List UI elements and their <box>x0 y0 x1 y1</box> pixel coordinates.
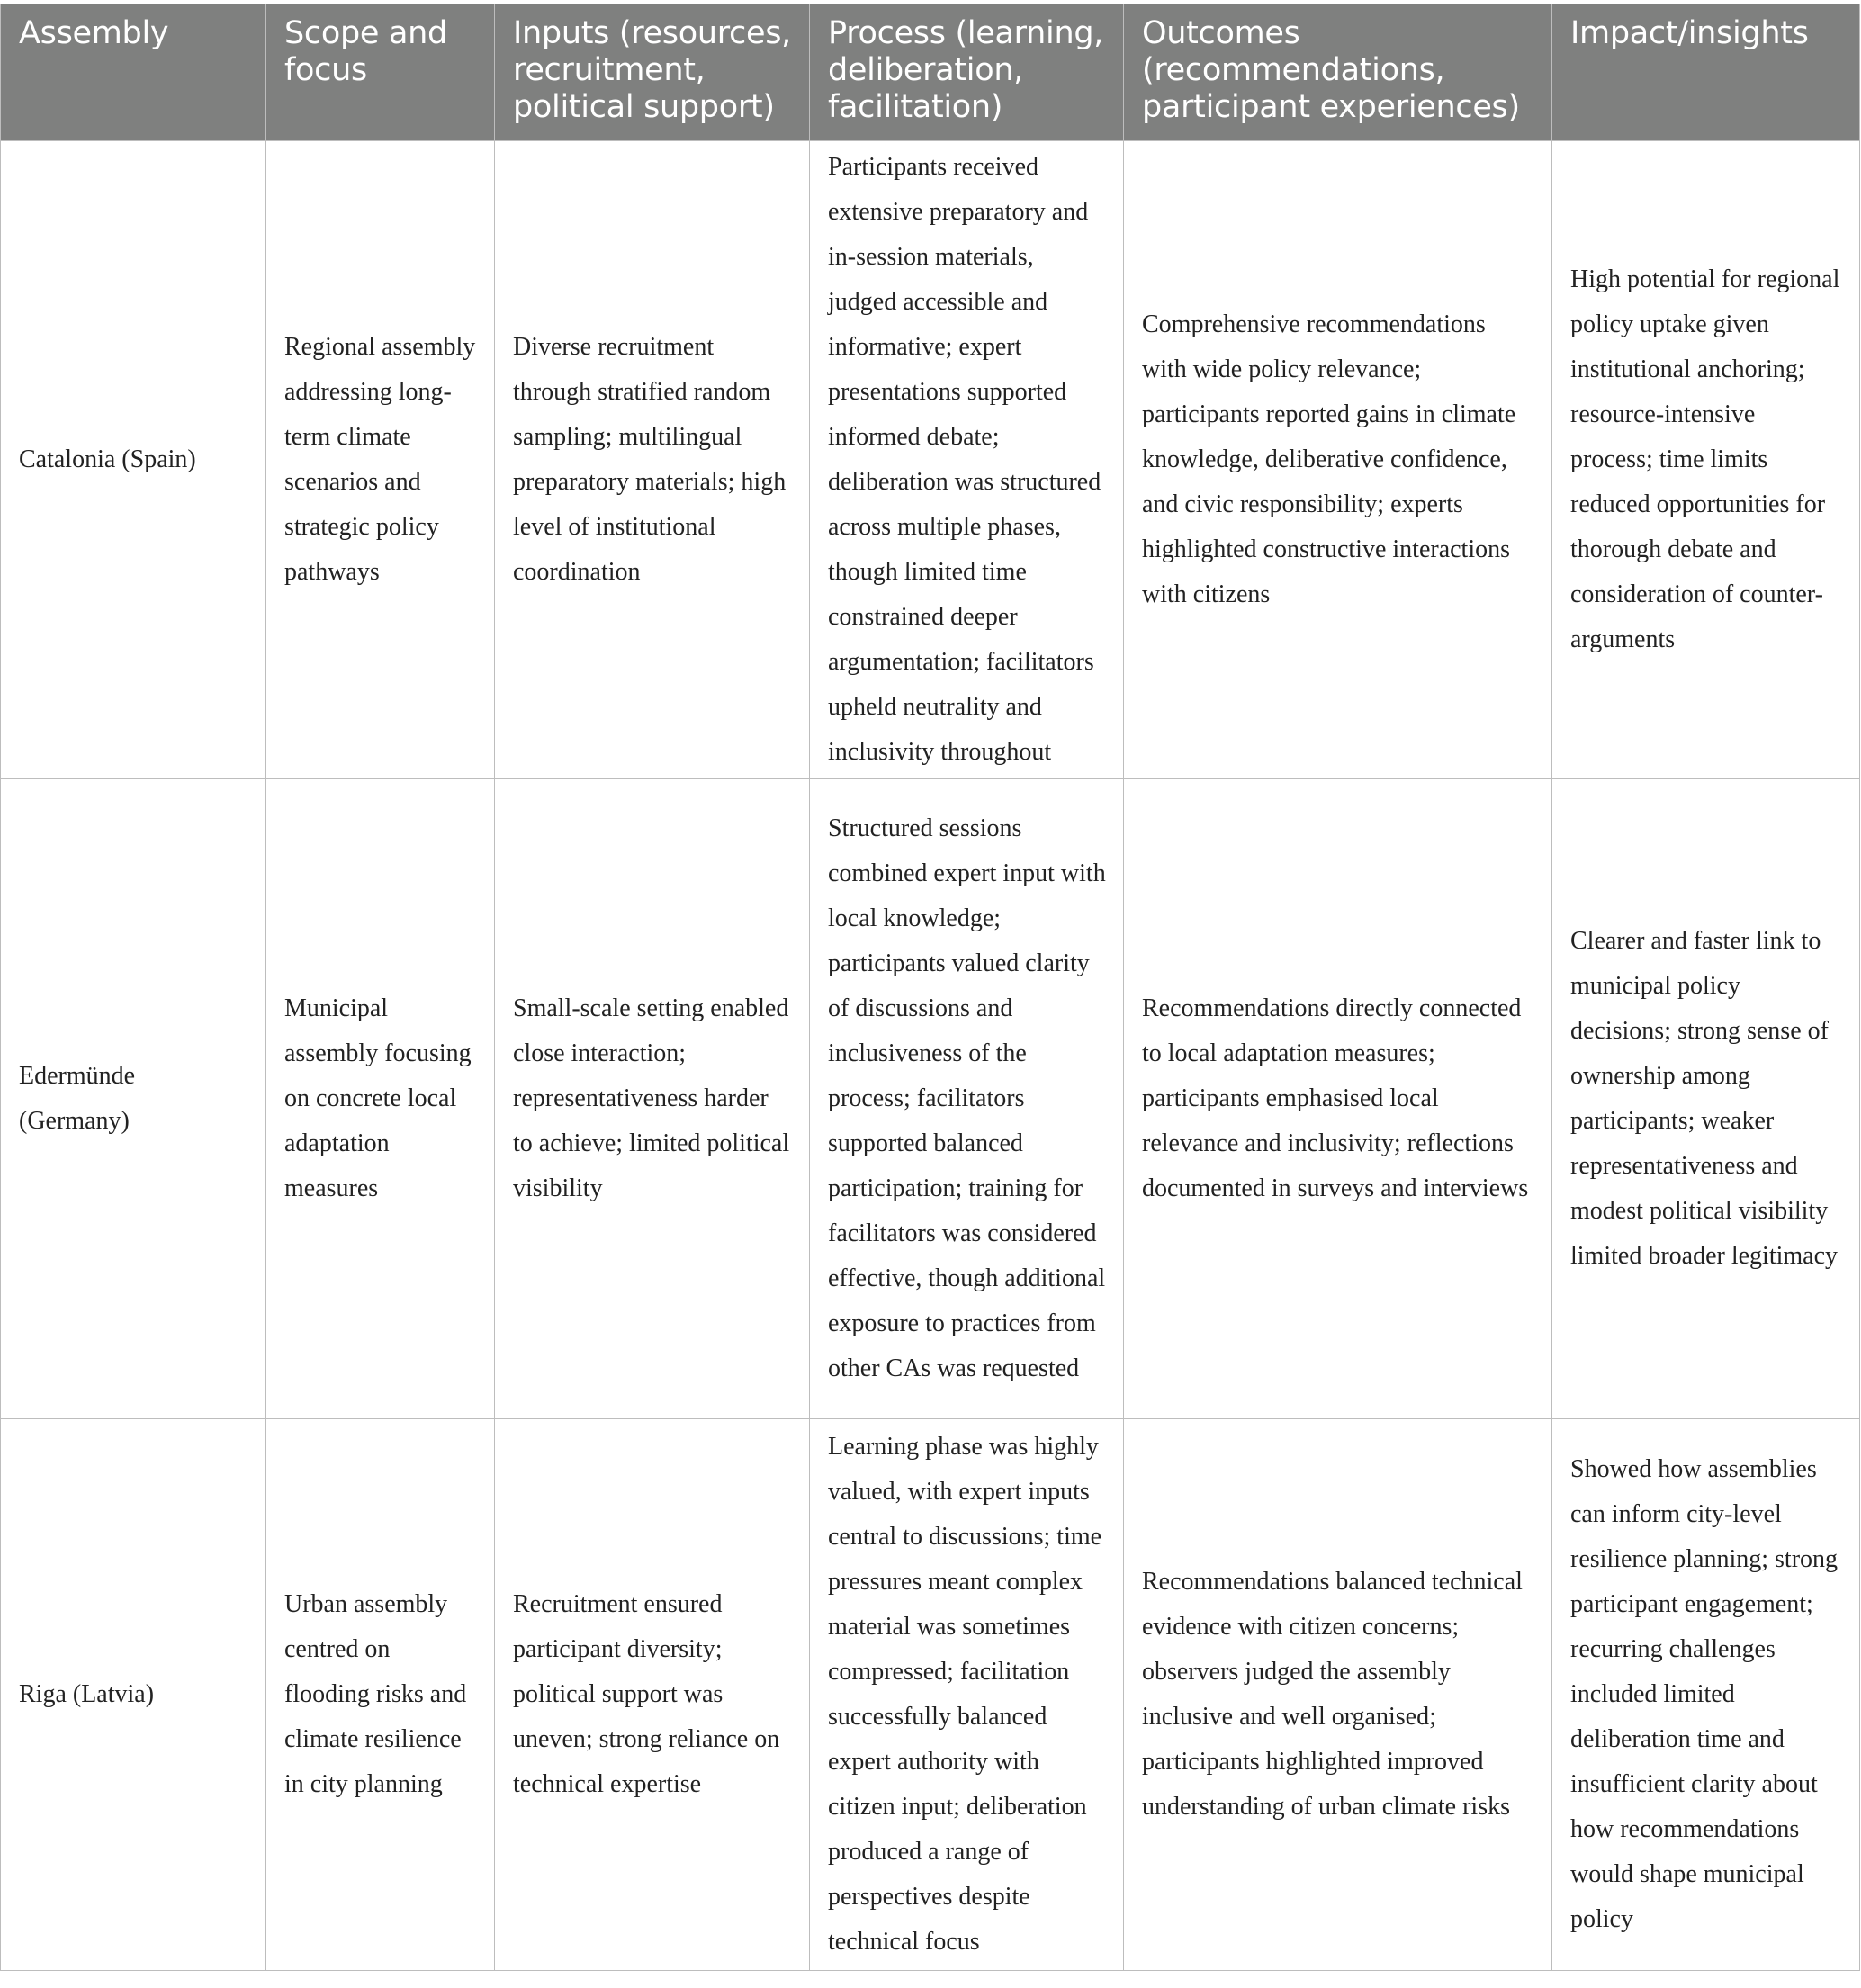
table-row <box>1 141 1860 779</box>
cell-outcomes: Recommendations balanced technical evidence with citizen concerns; observers judged the assembly inclusive and well organised; participants highlighted improved understanding of urban climate risks <box>1124 1419 1552 1971</box>
cell-outcomes: Recommendations directly connected to local adaptation measures; participants emphasised local relevance and inclusivity; reflections documented in surveys and interviews <box>1124 779 1552 1419</box>
cell-process: Learning phase was highly valued, with expert inputs central to discussions; time pressures meant complex material was sometimes compressed; facilitation successfully balanced expert authority with citizen input; deliberation produced a range of perspectives despite technical focus <box>810 1419 1124 1971</box>
cell-assembly: Riga (Latvia) <box>1 1419 266 1971</box>
header-assembly: Assembly <box>1 4 266 141</box>
assemblies-table <box>0 4 1860 1971</box>
header-inputs: Inputs (resources, recruitment, political support) <box>495 4 810 141</box>
cell-assembly: Edermünde (Germany) <box>1 779 266 1419</box>
cell-inputs: Small-scale setting enabled close interaction; representativeness harder to achieve; limited political visibility <box>495 779 810 1419</box>
header-outcomes: Outcomes (recommendations, participant experiences) <box>1124 4 1552 141</box>
cell-inputs: Diverse recruitment through stratified random sampling; multilingual preparatory materials; high level of institutional coordination <box>495 141 810 779</box>
cell-process: Participants received extensive preparatory and in-session materials, judged accessible and informative; expert presentations supported informed debate; deliberation was structured across multiple phases, though limited time constrained deeper argumentation; facilitators upheld neutrality and inclusivity throughout <box>810 141 1124 779</box>
cell-scope: Regional assembly addressing long-term climate scenarios and strategic policy pathways <box>266 141 495 779</box>
cell-impact: Showed how assemblies can inform city-level resilience planning; strong participant engagement; recurring challenges included limited deliberation time and insufficient clarity about how recommendations would shape municipal policy <box>1552 1419 1860 1971</box>
cell-outcomes: Comprehensive recommendations with wide policy relevance; participants reported gains in climate knowledge, deliberative confidence, and civic responsibility; experts highlighted constructive interactions with citizens <box>1124 141 1552 779</box>
cell-scope: Municipal assembly focusing on concrete local adaptation measures <box>266 779 495 1419</box>
cell-scope: Urban assembly centred on flooding risks and climate resilience in city planning <box>266 1419 495 1971</box>
cell-impact: High potential for regional policy uptake given institutional anchoring; resource-intensive process; time limits reduced opportunities for thorough debate and consideration of counter-arguments <box>1552 141 1860 779</box>
cell-process: Structured sessions combined expert input with local knowledge; participants valued clarity of discussions and inclusiveness of the process; facilitators supported balanced participation; training for facilitators was considered effective, though additional exposure to practices from other CAs was requested <box>810 779 1124 1419</box>
cell-inputs: Recruitment ensured participant diversity; political support was uneven; strong reliance on technical expertise <box>495 1419 810 1971</box>
header-scope: Scope and focus <box>266 4 495 141</box>
header-row <box>1 4 1860 141</box>
header-process: Process (learning, deliberation, facilitation) <box>810 4 1124 141</box>
table-row <box>1 1419 1860 1971</box>
header-impact: Impact/insights <box>1552 4 1860 141</box>
table-row <box>1 779 1860 1419</box>
cell-assembly: Catalonia (Spain) <box>1 141 266 779</box>
cell-impact: Clearer and faster link to municipal policy decisions; strong sense of ownership among participants; weaker representativeness and modest political visibility limited broader legitimacy <box>1552 779 1860 1419</box>
